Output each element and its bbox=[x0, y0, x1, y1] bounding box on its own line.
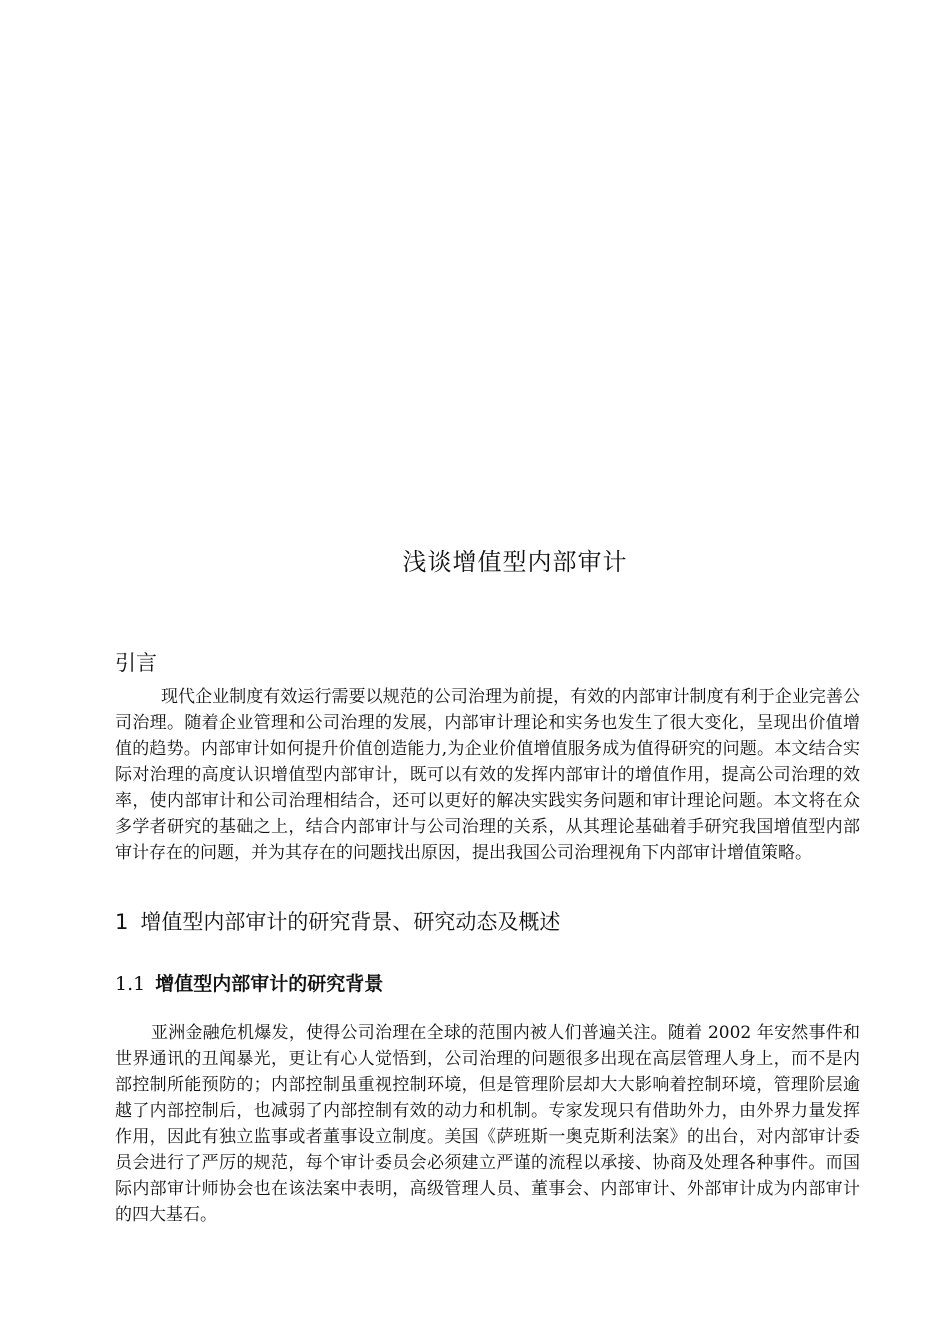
section-1-heading bbox=[115, 907, 560, 937]
intro-heading: 引言 bbox=[115, 651, 157, 675]
section-1-number: 1 bbox=[115, 910, 129, 934]
section-1-1-number: 1.1 bbox=[115, 973, 146, 995]
intro-paragraph: 现代企业制度有效运行需要以规范的公司治理为前提，有效的内部审计制度有利于企业完善公司治理。随着企业管理和公司治理的发展，内部审计理论和实务也发生了很大变化，呈现出价值增值的趋势。内部审计如何提升价值创造能力,为企业价值增值服务成为值得研究的问题。本文结合实际对治理的高度认识增值型内部审计，既可以有效的发挥内部审计的增值作用，提高公司治理的效率，使内部审计和公司治理相结合，还可以更好的解决实践实务问题和审计理论问题。本文将在众多学者研究的基础之上，结合内部审计与公司治理的关系，从其理论基础着手研究我国增值型内部审计存在的问题，并为其存在的问题找出原因，提出我国公司治理视角下内部审计增值策略。 bbox=[115, 687, 860, 863]
section-1-title: 增值型内部审计的研究背景、研究动态及概述 bbox=[140, 910, 561, 934]
section-1-1-paragraph: 亚洲金融危机爆发，使得公司治理在全球的范围内被人们普遍关注。随着 2002 年安然事件和世界通讯的丑闻暴光，更让有心人觉悟到，公司治理的问题很多出现在高层管理人身上，而不是内部控制所能预防的；内部控制虽重视控制环境，但是管理阶层却大大影响着控制环境，管理阶层逾越了内部控制后，也减弱了内部控制有效的动力和机制。专家发现只有借助外力，由外界力量发挥作用，因此有独立监事或者董事设立制度。美国《萨班斯一奥克斯利法案》的出台，对内部审计委员会进行了严厉的规范，每个审计委员会必须建立严谨的流程以承接、协商及处理各种事件。而国际内部审计师协会也在该法案中表明，高级管理人员、董事会、内部审计、外部审计成为内部审计的四大基石。 bbox=[115, 1023, 860, 1225]
document-title: 浅谈增值型内部审计 bbox=[402, 548, 628, 576]
section-1-1-title: 增值型内部审计的研究背景 bbox=[155, 973, 384, 995]
section-1-1-heading bbox=[115, 970, 383, 998]
